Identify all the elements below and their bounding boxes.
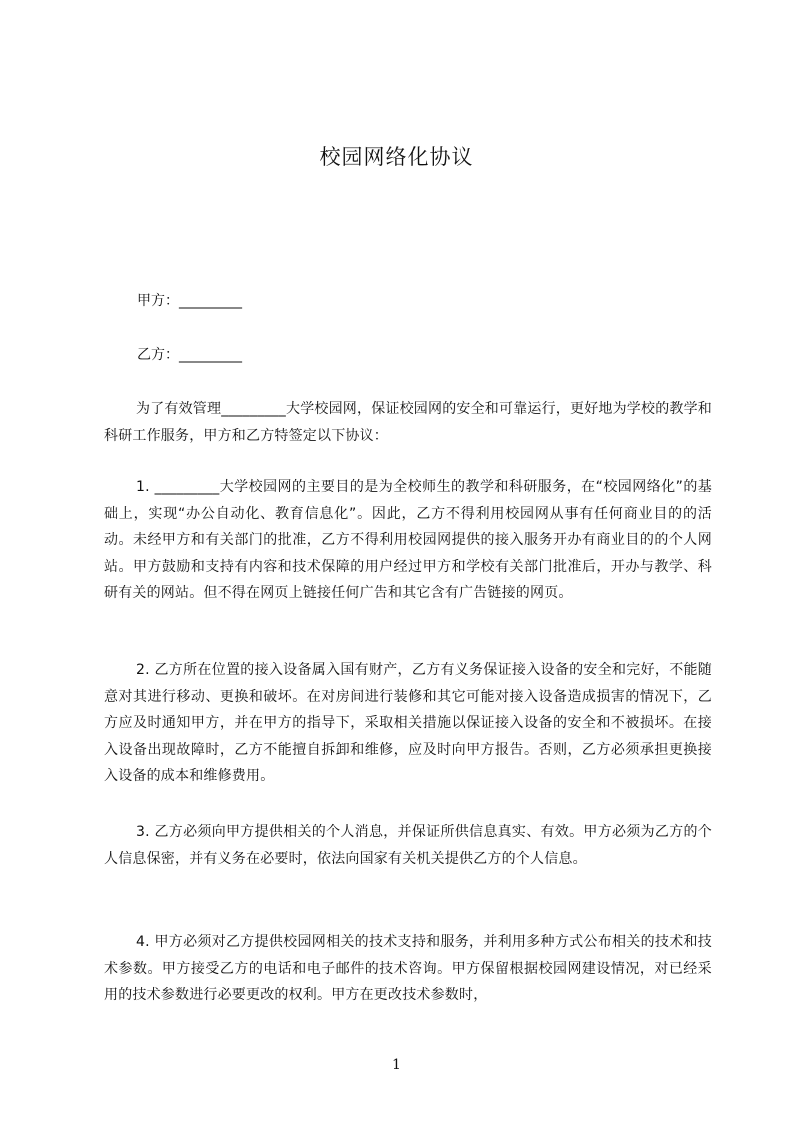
clause-3-paragraph: 3. 乙方必须向甲方提供相关的个人消息，并保证所供信息真实、有效。甲方必须为乙方的个人信息保密，并有义务在必要时，依法向国家有关机关提供乙方的个人信息。 xyxy=(104,824,712,867)
party-b-line: 乙方：_________ xyxy=(137,347,242,363)
clause-2-paragraph: 2. 乙方所在位置的接入设备属入国有财产，乙方有义务保证接入设备的安全和完好，不能随意对其进行移动、更换和破坏。在对房间进行装修和其它可能对接入设备造成损害的情况下，乙方应及时通知甲方，并在甲方的指导下，采取相关措施以保证接入设备的安全和不被损坏。在接入设备出现故障时，乙方不能擅自拆卸和维修，应及时向甲方报告。否则，乙方必须承担更换接入设备的成本和维修费用。 xyxy=(104,662,712,784)
party-a-line: 甲方：_________ xyxy=(137,293,242,309)
clause-4-paragraph: 4. 甲方必须对乙方提供校园网相关的技术支持和服务，并利用多种方式公布相关的技术和技术参数。甲方接受乙方的电话和电子邮件的技术咨询。甲方保留根据校园网建设情况，对已经采用的技术参数进行必要更改的权利。甲方在更改技术参数时， xyxy=(104,934,712,1003)
intro-paragraph: 为了有效管理_________大学校园网，保证校园网的安全和可靠运行，更好地为学校的教学和科研工作服务，甲方和乙方特签定以下协议： xyxy=(104,401,712,444)
clause-1-paragraph: 1. _________大学校园网的主要目的是为全校师生的教学和科研服务，在“校园网络化”的基础上，实现“办公自动化、教育信息化”。因此，乙方不得利用校园网从事有任何商业目的的活动。未经甲方和有关部门的批准，乙方不得利用校园网提供的接入服务开办有商业目的的个人网站。甲方鼓励和支持有内容和技术保障的用户经过甲方和学校有关部门批准后，开办与教学、科研有关的网站。但不得在网页上链接任何广告和其它含有广告链接的网页。 xyxy=(104,479,712,601)
document-title: 校园网络化协议 xyxy=(319,145,474,169)
page-number: 1 xyxy=(392,1057,401,1073)
